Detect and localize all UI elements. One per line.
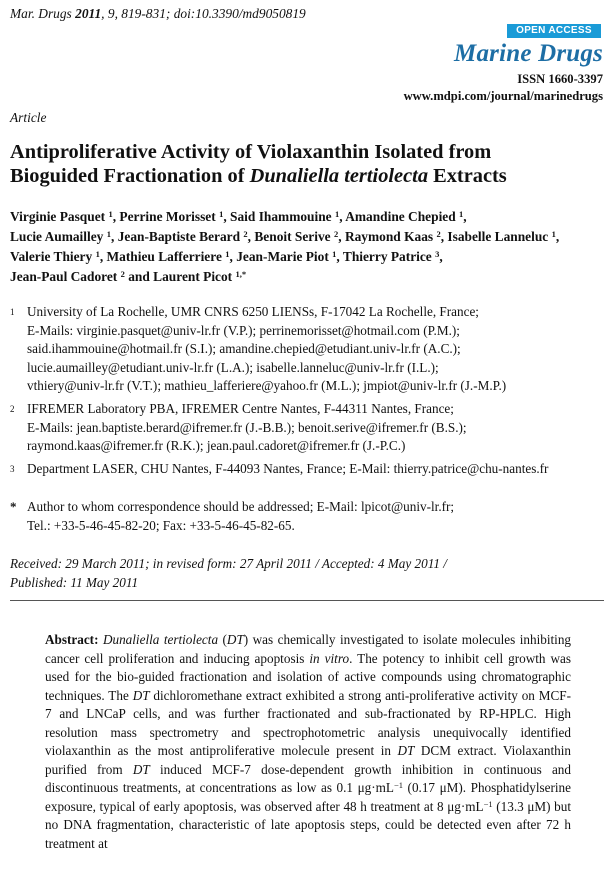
affiliation xyxy=(10,303,610,398)
abstract-abbrev: DT xyxy=(132,761,150,777)
correspondence-text xyxy=(27,498,612,535)
affiliation-number: 2 xyxy=(10,404,15,414)
publication-dates xyxy=(10,555,570,592)
affiliation-line: University of La Rochelle, UMR CNRS 6250 LIENSs, F-17042 La Rochelle, France; xyxy=(27,304,479,319)
affiliation-line: Department LASER, CHU Nantes, F-44093 Nantes, France; E-Mail: thierry.patrice@chu-nantes.fr xyxy=(27,461,549,476)
author: Isabelle Lanneluc $^1$ xyxy=(447,229,556,244)
affiliation-text xyxy=(27,303,612,396)
author: Mathieu Lafferriere $^1$ xyxy=(106,249,230,264)
author: Jean-Baptiste Berard $^2$ xyxy=(117,229,248,244)
journal-logo-name: Marine Drugs xyxy=(454,40,603,67)
affiliation-line: vthiery@univ-lr.fr (V.T.); mathieu_lafferiere@yahoo.fr (M.L.); jmpiot@univ-lr.fr (J.-M.P.) xyxy=(27,378,507,393)
title-species: Dunaliella tertiolecta xyxy=(249,165,429,187)
author-connector: and xyxy=(128,269,150,284)
section-divider xyxy=(10,600,604,601)
abstract: Abstract: Dunaliella tertiolecta (DT) was chemically investigated to isolate molecules inhibiting cancer cell proliferation and inducing apoptosis in vitro. The potency to inhibit cell growth was used for the bio-guided fractionation and isolation of active compounds using chromatographic techniques. The DT dichloromethane extract exhibited a strong anti-proliferative activity on MCF-7 and LNCaP cells, and was further fractionated and sub-fractionated by RP-HPLC. High resolution mass spectrometry and spectrophotometric analysis unequivocally identified violaxanthin as the most antiproliferative molecule present in DT DCM extract. Violaxanthin purified from DT induced MCF-7 dose-dependent growth inhibition in continuous and discontinuous treatments, at concentrations as low as 0.1 $\mu g\cdot mL^{-1}$ (0.17 μM). Phosphatidylserine exposure, typical of early apoptosis, was observed after 48 h treatment at 8 $\mu g\cdot mL^{-1}$ (13.3 μM) but no DNA fragmentation, characteristic of late apoptosis steps, could be detected even after 72 h treatment at xyxy=(45,632,572,851)
affiliation-line: IFREMER Laboratory PBA, IFREMER Centre Nantes, F-44311 Nantes, France; xyxy=(27,401,454,416)
author: Raymond Kaas $^2$ xyxy=(344,229,441,244)
correspondence-marker: * xyxy=(10,499,17,514)
superscript: −1 xyxy=(393,780,403,791)
affiliation-line: raymond.kaas@ifremer.fr (R.K.); jean.paul.cadoret@ifremer.fr (J.-P.C.) xyxy=(27,438,406,453)
affiliation-line: E-Mails: virginie.pasquet@univ-lr.fr (V.P.); perrinemorisset@hotmail.com (P.M.); xyxy=(27,322,460,338)
affiliation-text xyxy=(27,460,612,479)
citation-line xyxy=(10,6,306,22)
article-title xyxy=(10,140,600,188)
correspondence-line: Tel.: +33-5-46-45-82-20; Fax: +33-5-46-45-82-65. xyxy=(27,517,295,533)
affiliation xyxy=(10,400,610,458)
author: Jean-Paul Cadoret $^2$ xyxy=(10,269,125,284)
article-type: Article xyxy=(10,110,47,125)
affiliation-number: 3 xyxy=(10,464,15,474)
open-access-badge: OPEN ACCESS xyxy=(507,24,601,38)
author: Thierry Patrice $^3$ xyxy=(342,249,440,264)
title-line-1: Antiproliferative Activity of Violaxanthin Isolated from xyxy=(10,141,492,163)
author: Amandine Chepied $^1$ xyxy=(345,209,464,224)
abstract-species: Dunaliella tertiolecta xyxy=(102,632,219,647)
journal-url[interactable]: www.mdpi.com/journal/marinedrugs xyxy=(403,89,603,103)
affiliation-text xyxy=(27,400,612,456)
superscript: −1 xyxy=(483,798,493,809)
author: Jean-Marie Piot $^1$ xyxy=(236,249,337,264)
affiliation-number: 1 xyxy=(10,307,15,317)
affiliation-line: said.ihammouine@hotmail.fr (S.I.); amandine.chepied@etudiant.univ-lr.fr (A.C.); xyxy=(27,341,461,356)
abstract-abbrev: DT xyxy=(132,687,150,703)
author: Laurent Picot $^{1,*}$ xyxy=(153,269,247,284)
affiliation xyxy=(10,460,610,480)
author: Perrine Morisset $^1$ xyxy=(119,209,224,224)
journal-abbrev: Mar. Drugs xyxy=(10,6,72,21)
issn: ISSN 1660-3397 xyxy=(517,72,603,86)
affiliation-line: E-Mails: jean.baptiste.berard@ifremer.fr (J.-B.B.); benoit.serive@ifremer.fr (B.S.); xyxy=(27,419,467,435)
dates-line: Published: 11 May 2011 xyxy=(10,574,139,590)
author: Said Ihammouine $^1$ xyxy=(230,209,340,224)
author: Lucie Aumailley $^1$ xyxy=(10,229,111,244)
citation-year: 2011 xyxy=(75,6,102,21)
author: Virginie Pasquet $^1$ xyxy=(10,209,113,224)
dates-line: Received: 29 March 2011; in revised form: 27 April 2011 / Accepted: 4 May 2011 / xyxy=(10,556,447,571)
correspondence-note xyxy=(10,498,610,538)
correspondence-line: Author to whom correspondence should be addressed; E-Mail: lpicot@univ-lr.fr; xyxy=(27,499,455,514)
abstract-label: Abstract: xyxy=(45,632,99,647)
affiliation-line: lucie.aumailley@etudiant.univ-lr.fr (L.A.); isabelle.lanneluc@univ-lr.fr (I.L.); xyxy=(27,359,439,375)
author: Benoit Serive $^2$ xyxy=(254,229,339,244)
title-line-2-start: Bioguided Fractionation of xyxy=(10,165,250,187)
author: Valerie Thiery $^1$ xyxy=(10,249,100,264)
abstract-abbrev: DT xyxy=(397,743,415,758)
abstract-in-vitro: in vitro xyxy=(309,650,350,666)
citation-details: , 9, 819-831; doi:10.3390/md9050819 xyxy=(101,6,306,21)
title-line-2-end: Extracts xyxy=(428,165,507,187)
abstract-abbrev: DT xyxy=(226,632,244,647)
title-line-2 xyxy=(10,164,600,188)
author-list: Virginie Pasquet $^1$, Perrine Morisset $^1$, Said Ihammouine $^1$, Amandine Chepied $^1$, Lucie Aumailley $^1$, Jean-Baptiste Berard $^2$, Benoit Serive $^2$, Raymond Kaas $^2$, Isabelle Lanneluc $^1$, Valerie Thiery $^1$, Mathieu Lafferriere $^1$, Jean-Marie Piot $^1$, Thierry Patrice $^3$, Jean-Paul Cadoret $^2$ and Laurent Picot $^{1,*}$ xyxy=(10,209,560,284)
